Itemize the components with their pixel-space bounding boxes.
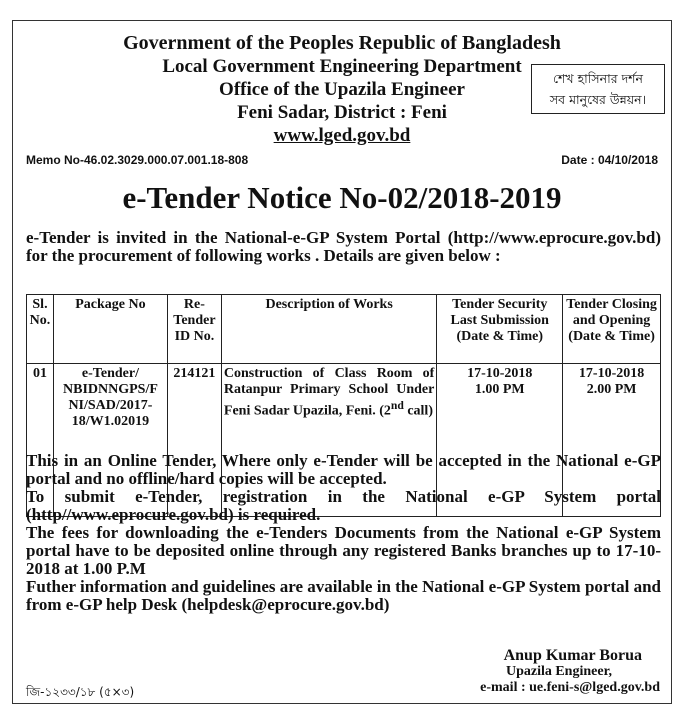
col-header-description: Description of Works [221, 295, 436, 364]
closing-time: 2.00 PM [586, 382, 637, 397]
col-header-security: Tender Security Last Submission (Date & Time) [437, 295, 563, 364]
terms-text [26, 452, 661, 614]
terms-paragraph-4: Futher information and guidelines are available in the National e-GP System portal and from e-GP help Desk (helpdesk@eprocure.gov.bd) [26, 577, 662, 614]
col-header-package: Package No [53, 295, 167, 364]
header-government: Government of the Peoples Republic of Bangladesh [123, 32, 561, 54]
col-header-closing: Tender Closing and Opening (Date & Time) [563, 295, 661, 364]
slogan-line-2: সব মানুষের উন্নয়ন। [549, 92, 647, 107]
notice-title: e-Tender Notice No-02/2018-2019 [122, 180, 562, 215]
signature-block [420, 648, 660, 696]
intro-paragraph: e-Tender is invited in the National-e-GP System Portal (http://www.eprocure.gov.bd) for the procurement of following works . Details are given below : [26, 228, 661, 265]
header-website-link[interactable]: www.lged.gov.bd [273, 125, 411, 146]
description-sup: nd [390, 399, 404, 412]
description-end: call) [403, 403, 433, 419]
col-header-retender: Re-Tender ID No. [167, 295, 221, 364]
cell-package: e-Tender/ NBIDNNGPS/F NI/SAD/2017-18/W1.02019 [53, 364, 167, 517]
cell-retender: 214121 [167, 364, 221, 517]
header-office: Office of the Upazila Engineer [219, 79, 465, 100]
cell-sl: 01 [27, 364, 54, 517]
terms-paragraph-1: This in an Online Tender, Where only e-Tender will be accepted in the National e-GP portal and no offline/hard copies will be accepted. [26, 451, 661, 488]
closing-date: 17-10-2018 [578, 366, 645, 381]
header-location: Feni Sadar, District : Feni [237, 102, 447, 123]
terms-paragraph-3: The fees for downloading the e-Tenders Documents from the National e-GP System portal have to be deposited online through any registered Banks branches up to 17-10-2018 at 1.00 P.M [26, 523, 661, 578]
security-time: 1.00 PM [474, 382, 525, 397]
col-header-sl: Sl. No. [27, 295, 54, 364]
signatory-email[interactable]: e-mail : ue.feni-s@lged.gov.bd [480, 680, 660, 695]
signatory-name: Anup Kumar Borua [503, 647, 642, 664]
signatory-designation: Upazila Engineer, [505, 664, 612, 679]
header-department: Local Government Engineering Department [162, 56, 522, 77]
memo-number: Memo No-46.02.3029.000.07.001.18-808 [26, 153, 249, 167]
ad-code: জি-১২৩৩/১৮ (৫×৩) [26, 685, 135, 699]
terms-paragraph-2: To submit e-Tender, registration in the National e-GP System portal (http//www.eprocure.gov.bd) is required. [26, 487, 661, 524]
notice-date: Date : 04/10/2018 [561, 153, 658, 167]
slogan-box [531, 64, 665, 114]
table-header-row [27, 295, 661, 364]
security-date: 17-10-2018 [467, 366, 533, 381]
description-text: Construction of Class Room of Ratanpur Primary School Under Feni Sadar Upazila, Feni. (2 [223, 366, 435, 419]
slogan-line-1: শেখ হাসিনার দর্শন [552, 71, 644, 86]
